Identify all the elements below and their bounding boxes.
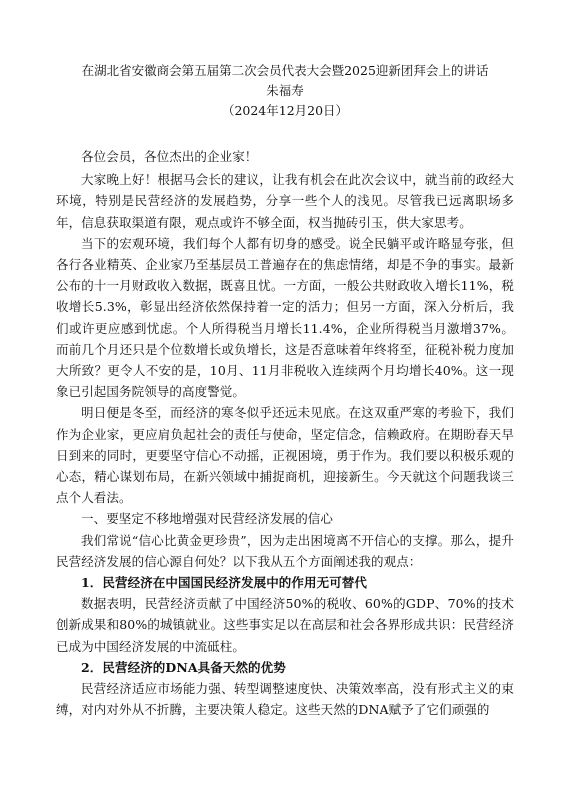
body-paragraph: 我们常说“信心比黄金更珍贵”，因为走出困境离不开信心的支撑。那么，提升民营经济发展的信心源自何处？以下我从五个方面阐述我的观点： [56,532,514,569]
section-heading: 一、要坚定不移地增强对民营经济发展的信心 [81,511,334,527]
body-paragraph: 当下的宏观环境，我们每个人都有切身的感受。说全民躺平或许略显夸张，但各行各业精英、企业家乃至基层员工普遍存在的焦虑情绪，却是不争的事实。最新公布的十一月财政收入数据，既喜且忧。一方面，一般公共财政收入增长11%，税收增长5.3%，彰显出经济依然保持着一定的活力；但另一方面，深入分析后，我们或许更应感到忧虑。个人所得税当月增长11.4%，企业所得税当月激增37%。而前几个月还只是个位数增长或负增长，这是否意味着年终将至，征税补税力度加大所致？更令人不安的是，10月、11月非税收入连续两个月均增长40%。这一现象已引起国务院领导的高度警觉。 [56,235,514,400]
speech-author: 朱福寿 [266,83,304,98]
speech-body [56,146,514,720]
body-paragraph: 数据表明，民营经济贡献了中国经济50%的税收、60%的GDP、70%的技术创新成果和80%的城镇就业。这些事实足以在高层和社会各界形成共识：民营经济已成为中国经济发展的中流砥柱。 [56,596,514,654]
subsection-heading: 2．民营经济的DNA具备天然的优势 [81,659,286,675]
speech-title: 在湖北省安徽商会第五届第二次会员代表大会暨2025迎新团拜会上的讲话 [81,63,489,78]
speech-date: （2024年12月20日） [221,103,349,118]
subsection-heading: 1．民营经济在中国国民经济发展中的作用无可替代 [81,575,367,591]
body-paragraph: 明日便是冬至，而经济的寒冬似乎还远未见底。在这双重严寒的考验下，我们作为企业家，更应肩负起社会的责任与使命，坚定信念，信赖政府。在期盼春天早日到来的同时，更要坚守信心不动摇，正视困境，勇于作为。我们要以积极乐观的心态，精心谋划布局，在新兴领域中捕捉商机，迎接新生。今天就这个问题我谈三点个人看法。 [56,405,514,506]
greeting-paragraph: 各位会员，各位杰出的企业家！ [81,149,258,164]
body-paragraph: 大家晚上好！根据马会长的建议，让我有机会在此次会议中，就当前的政经大环境，特别是民营经济的发展趋势，分享一些个人的浅见。尽管我已远离职场多年，信息获取渠道有限，观点或许不够全面，权当抛砖引玉，供大家思考。 [56,172,514,230]
body-paragraph: 民营经济适应市场能力强、转型调整速度快、决策效率高，没有形式主义的束缚，对内对外从不折腾，主要决策人稳定。这些天然的DNA赋予了它们顽强的 [56,681,514,718]
